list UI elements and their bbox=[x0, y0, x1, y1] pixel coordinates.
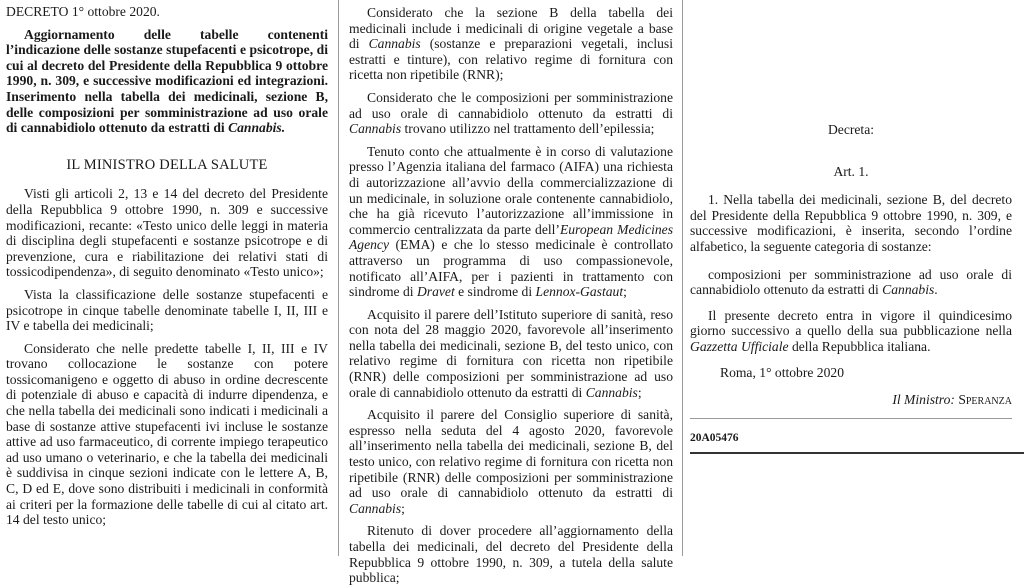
column-2 bbox=[349, 0, 673, 586]
paragraph-parere-css: Acquisito il parere del Consiglio superiore di sanità, espresso nella seduta del 4 agosto 2020, favorevole all’inserimento nella tabella dei medicinali, sezione B, del testo unico, con relativo regime di fornitura con ricetta non ripetibile (RNR) delle composizioni per somministrazione ad uso orale di cannabidiolo ottenuto da estratti di Cannabis; bbox=[349, 407, 673, 516]
paragraph-sezione-b: Considerato che la sezione B della tabella dei medicinali include i medicinali di origine vegetale a base di Cannabis (sostanze e preparazioni vegetali, inclusi estratti e tinture), con relativo regime di fornitura con ricetta non ripetibile (RNR); bbox=[349, 5, 673, 83]
paragraph-visti: Visti gli articoli 2, 13 e 14 del decreto del Presidente della Repubblica 9 ottobre 1990, n. 309 e successive modificazioni, recante: «Testo unico delle leggi in materia di disciplina degli stupefacenti e sostanze psicotrope e di prevenzione, cura e riabilitazione dei relativi stati di tossicodipendenza», di seguito denominato «Testo unico»; bbox=[6, 186, 328, 280]
decreta-heading: Decreta: bbox=[827, 122, 875, 137]
entry-into-force: Il presente decreto entra in vigore il quindicesimo giorno successivo a quello della sua pubblicazione nella Gazzetta Ufficiale della Repubblica italiana. bbox=[690, 307, 1012, 354]
decree-heading: DECRETO 1° ottobre 2020. bbox=[6, 4, 160, 19]
paragraph-vista: Vista la classificazione delle sostanze stupefacenti e psicotrope in cinque tabelle denominate tabelle I, II, III e IV e tabella dei medicinali; bbox=[6, 286, 328, 334]
substance-category: composizioni per somministrazione ad uso orale di cannabidiolo ottenuto da estratti di Cannabis. bbox=[690, 266, 1012, 298]
bottom-rule bbox=[690, 452, 1024, 454]
paragraph-parere-iss: Acquisito il parere dell’Istituto superiore di sanità, reso con nota del 28 maggio 2020, favorevole all’inserimento nella tabella dei medicinali, sezione B, del testo unico, con relativo regime di fornitura con ricetta non ripetibile (RNR) delle composizioni per somministrazione ad uso orale di cannabidiolo ottenuto da estratti di Cannabis; bbox=[349, 306, 673, 400]
paragraph-composizioni: Considerato che le composizioni per somministrazione ad uso orale di cannabidiolo ottenuto da estratti di Cannabis trovano utilizzo nel trattamento dell’epilessia; bbox=[349, 89, 673, 137]
paragraph-tenuto-conto: Tenuto conto che attualmente è in corso di valutazione presso l’Agenzia italiana del farmaco (AIFA) una richiesta di autorizzazione all’avvio della commercializzazione di un medicinale, in soluzione orale contenente cannabidiolo, che ha già ricevuto l’autorizzazione all’immissione in commercio centralizzata da parte dell’European Medicines Agency (EMA) e che lo stesso medicinale è controllato attraverso un programma di uso compassionevole, notificato all’AIFA, per i pazienti in trattamento con sindrome di Dravet e sindrome di Lennox-Gastaut; bbox=[349, 143, 673, 300]
column-1 bbox=[6, 0, 328, 528]
signature-divider bbox=[690, 418, 1012, 419]
signature: Il Ministro: Speranza bbox=[892, 392, 1012, 408]
article-heading: Art. 1. bbox=[833, 163, 869, 179]
document-code: 20A05476 bbox=[690, 431, 739, 444]
paragraph-ritenuto: Ritenuto di dover procedere all’aggiornamento della tabella dei medicinali, del decreto del Presidente della Repubblica 9 ottobre 1990, n. 309, a tutela della salute pubblica; bbox=[349, 523, 673, 586]
place-date: Roma, 1° ottobre 2020 bbox=[720, 364, 844, 380]
decree-title: Aggiornamento delle tabelle contenenti l’indicazione delle sostanze stupefacenti e psicotrope, di cui al decreto del Presidente della Repubblica 9 ottobre 1990, n. 309, e successive modificazioni ed integrazioni. Inserimento nella tabella dei medicinali, sezione B, delle composizioni per somministrazione ad uso orale di cannabidiolo ottenuto da estratti di Cannabis. bbox=[6, 26, 328, 136]
article-paragraph-1: 1. Nella tabella dei medicinali, sezione B, del decreto del Presidente della Repubblica 9 ottobre 1990, n. 309, e successive modificazioni, è inserita, secondo l’ordine alfabetico, la seguente categoria di sostanze: bbox=[690, 192, 1012, 254]
column-3 bbox=[690, 0, 1012, 454]
paragraph-considerato: Considerato che nelle predette tabelle I, II, III e IV trovano collocazione le sostanze con potere tossicomanigeno e oggetto di abuso in ordine decrescente di potenziale di abuso e capacità di indurre dipendenza, e che nella tabella dei medicinali sono indicati i medicinali a base di sostanze attive stupefacenti ivi incluse le sostanze attive ad uso farmaceutico, di corrente impiego terapeutico ad uso umano o veterinario, e che la tabella dei medicinali è suddivisa in cinque sezioni indicate con le lettere A, B, C, D ed E, dove sono distribuiti i medicinali in conformità ai criteri per la formazione delle tabelle di cui al citato art. 14 del testo unico; bbox=[6, 340, 328, 528]
column-divider bbox=[682, 0, 683, 556]
minister-heading: IL MINISTRO DELLA SALUTE bbox=[66, 156, 268, 173]
column-divider bbox=[338, 0, 339, 556]
